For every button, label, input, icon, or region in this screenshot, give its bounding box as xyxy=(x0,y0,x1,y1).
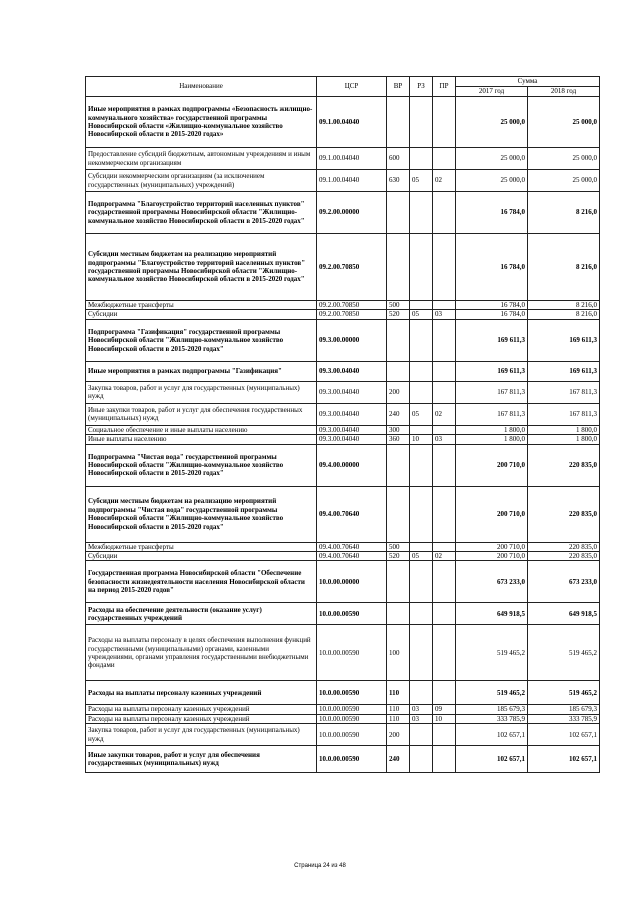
cell-name: Иные закупки товаров, работ и услуг для обеспечения государственных (муниципальных) нужд xyxy=(86,746,317,773)
header-csr: ЦСР xyxy=(317,77,387,97)
cell-csr: 09.3.00.04040 xyxy=(317,425,387,434)
cell-name: Подпрограмма "Газификация" государственной программы Новосибирской области "Жилищно-коммунальное хозяйство Новосибирской области в 2015-2020 годах" xyxy=(86,319,317,361)
cell-name: Субсидии xyxy=(86,552,317,561)
cell-name: Иные мероприятия в рамках подпрограммы «Безопасность жилищно-коммунального хозяйства» государственной программы Новосибирской области «Жилищно-коммунальное хозяйство Новосибирской области в 2015-2020 годах» xyxy=(86,97,317,148)
cell-sum-2017: 102 657,1 xyxy=(456,724,528,746)
cell-name: Субсидии местным бюджетам на реализацию мероприятий подпрограммы "Благоустройство территорий населенных пунктов" государственной программы Новосибирской области "Жилищно-коммунальное хозяйство Новосибирской области в 2015-2020 годах" xyxy=(86,234,317,301)
cell-rz xyxy=(410,381,433,403)
cell-pr: 02 xyxy=(433,170,456,192)
cell-sum-2018: 102 657,1 xyxy=(528,724,600,746)
cell-sum-2018: 169 611,3 xyxy=(528,361,600,381)
cell-rz xyxy=(410,625,433,681)
cell-rz: 10 xyxy=(410,435,433,444)
cell-name: Иные закупки товаров, работ и услуг для обеспечения государственных (муниципальных) нужд xyxy=(86,403,317,425)
cell-sum-2017: 519 465,2 xyxy=(456,681,528,705)
table-row xyxy=(86,435,600,444)
cell-pr xyxy=(433,301,456,310)
cell-name: Межбюджетные трансферты xyxy=(86,542,317,551)
table-row xyxy=(86,97,600,148)
cell-rz xyxy=(410,192,433,234)
cell-rz xyxy=(410,425,433,434)
cell-rz xyxy=(410,361,433,381)
cell-vr: 240 xyxy=(387,403,410,425)
cell-rz xyxy=(410,301,433,310)
cell-sum-2018: 169 611,3 xyxy=(528,319,600,361)
cell-pr xyxy=(433,625,456,681)
cell-vr: 110 xyxy=(387,681,410,705)
cell-sum-2018: 649 918,5 xyxy=(528,603,600,625)
cell-sum-2018: 220 835,0 xyxy=(528,552,600,561)
cell-rz xyxy=(410,724,433,746)
cell-csr: 09.3.00.04040 xyxy=(317,361,387,381)
cell-sum-2018: 8 216,0 xyxy=(528,234,600,301)
cell-sum-2017: 16 784,0 xyxy=(456,301,528,310)
cell-csr: 09.4.00.70640 xyxy=(317,552,387,561)
cell-pr: 10 xyxy=(433,714,456,723)
cell-sum-2017: 673 233,0 xyxy=(456,561,528,603)
cell-sum-2018: 167 811,3 xyxy=(528,381,600,403)
header-rz: РЗ xyxy=(410,77,433,97)
cell-rz xyxy=(410,234,433,301)
cell-sum-2018: 1 800,0 xyxy=(528,435,600,444)
cell-csr: 09.3.00.04040 xyxy=(317,381,387,403)
table-row xyxy=(86,705,600,714)
cell-sum-2017: 25 000,0 xyxy=(456,148,528,170)
cell-vr: 200 xyxy=(387,381,410,403)
cell-sum-2017: 25 000,0 xyxy=(456,97,528,148)
cell-rz: 03 xyxy=(410,714,433,723)
cell-csr: 10.0.00.00590 xyxy=(317,724,387,746)
cell-vr xyxy=(387,319,410,361)
table-row xyxy=(86,746,600,773)
table-row xyxy=(86,425,600,434)
cell-sum-2017: 169 611,3 xyxy=(456,319,528,361)
cell-pr xyxy=(433,97,456,148)
cell-name: Иные выплаты населению xyxy=(86,435,317,444)
cell-rz xyxy=(410,319,433,361)
cell-vr xyxy=(387,486,410,542)
cell-vr: 600 xyxy=(387,148,410,170)
cell-csr: 09.3.00.04040 xyxy=(317,435,387,444)
cell-pr xyxy=(433,361,456,381)
cell-vr: 360 xyxy=(387,435,410,444)
cell-sum-2017: 185 679,3 xyxy=(456,705,528,714)
cell-sum-2017: 200 710,0 xyxy=(456,444,528,486)
document-page xyxy=(85,76,599,773)
table-row xyxy=(86,403,600,425)
cell-sum-2017: 167 811,3 xyxy=(456,403,528,425)
cell-sum-2018: 220 835,0 xyxy=(528,444,600,486)
cell-pr xyxy=(433,746,456,773)
cell-pr xyxy=(433,234,456,301)
cell-sum-2017: 1 800,0 xyxy=(456,435,528,444)
header-name: Наименование xyxy=(86,77,317,97)
cell-sum-2018: 25 000,0 xyxy=(528,170,600,192)
table-row xyxy=(86,561,600,603)
cell-sum-2017: 16 784,0 xyxy=(456,234,528,301)
cell-sum-2018: 185 679,3 xyxy=(528,705,600,714)
cell-sum-2018: 25 000,0 xyxy=(528,148,600,170)
table-row xyxy=(86,486,600,542)
cell-csr: 09.3.00.04040 xyxy=(317,403,387,425)
cell-vr: 200 xyxy=(387,724,410,746)
table-row xyxy=(86,603,600,625)
cell-csr: 09.3.00.00000 xyxy=(317,319,387,361)
table-row xyxy=(86,310,600,319)
page-number: Страница 24 из 48 xyxy=(294,863,346,869)
cell-sum-2018: 519 465,2 xyxy=(528,625,600,681)
cell-vr: 500 xyxy=(387,542,410,551)
cell-sum-2017: 16 784,0 xyxy=(456,192,528,234)
cell-vr: 110 xyxy=(387,705,410,714)
cell-rz: 05 xyxy=(410,310,433,319)
cell-sum-2018: 8 216,0 xyxy=(528,310,600,319)
cell-vr: 520 xyxy=(387,552,410,561)
cell-vr xyxy=(387,444,410,486)
cell-name: Межбюджетные трансферты xyxy=(86,301,317,310)
cell-name: Социальное обеспечение и иные выплаты населению xyxy=(86,425,317,434)
table-header xyxy=(86,77,600,97)
cell-csr: 09.4.00.70640 xyxy=(317,542,387,551)
cell-name: Субсидии некоммерческим организациям (за исключением государственных (муниципальных) учреждений) xyxy=(86,170,317,192)
cell-sum-2017: 102 657,1 xyxy=(456,746,528,773)
budget-table xyxy=(85,76,600,773)
cell-rz xyxy=(410,486,433,542)
header-pr: ПР xyxy=(433,77,456,97)
cell-csr: 09.1.00.04040 xyxy=(317,170,387,192)
cell-name: Подпрограмма "Чистая вода" государственной программы Новосибирской области "Жилищно-коммунальное хозяйство Новосибирской области в 2015-2020 годах" xyxy=(86,444,317,486)
cell-sum-2017: 649 918,5 xyxy=(456,603,528,625)
cell-pr xyxy=(433,561,456,603)
cell-rz: 05 xyxy=(410,552,433,561)
cell-name: Субсидии местным бюджетам на реализацию мероприятий подпрограммы "Чистая вода" государственной программы Новосибирской области "Жилищно-коммунальное хозяйство Новосибирской области в 2015-2020 годах" xyxy=(86,486,317,542)
table-row xyxy=(86,552,600,561)
table-row xyxy=(86,361,600,381)
cell-vr xyxy=(387,234,410,301)
cell-pr: 09 xyxy=(433,705,456,714)
cell-pr xyxy=(433,192,456,234)
cell-vr: 240 xyxy=(387,746,410,773)
cell-sum-2018: 673 233,0 xyxy=(528,561,600,603)
cell-pr: 03 xyxy=(433,310,456,319)
table-row xyxy=(86,192,600,234)
header-year-2018: 2018 год xyxy=(528,87,600,97)
cell-sum-2018: 167 811,3 xyxy=(528,403,600,425)
cell-csr: 10.0.00.00590 xyxy=(317,705,387,714)
cell-csr: 10.0.00.00590 xyxy=(317,681,387,705)
table-body xyxy=(86,97,600,773)
cell-vr: 110 xyxy=(387,714,410,723)
table-row xyxy=(86,170,600,192)
header-vr: ВР xyxy=(387,77,410,97)
cell-sum-2017: 200 710,0 xyxy=(456,486,528,542)
cell-vr xyxy=(387,561,410,603)
cell-rz xyxy=(410,444,433,486)
cell-csr: 10.0.00.00590 xyxy=(317,603,387,625)
cell-csr: 09.4.00.70640 xyxy=(317,486,387,542)
cell-rz xyxy=(410,681,433,705)
cell-sum-2017: 16 784,0 xyxy=(456,310,528,319)
cell-name: Расходы на выплаты персоналу казенных учреждений xyxy=(86,714,317,723)
cell-rz xyxy=(410,603,433,625)
cell-sum-2018: 25 000,0 xyxy=(528,97,600,148)
cell-pr xyxy=(433,148,456,170)
cell-rz xyxy=(410,97,433,148)
cell-sum-2018: 220 835,0 xyxy=(528,486,600,542)
cell-sum-2017: 333 785,9 xyxy=(456,714,528,723)
cell-vr xyxy=(387,603,410,625)
cell-csr: 10.0.00.00000 xyxy=(317,561,387,603)
cell-csr: 09.4.00.00000 xyxy=(317,444,387,486)
cell-pr: 02 xyxy=(433,403,456,425)
cell-sum-2018: 519 465,2 xyxy=(528,681,600,705)
cell-sum-2018: 102 657,1 xyxy=(528,746,600,773)
cell-sum-2017: 519 465,2 xyxy=(456,625,528,681)
cell-sum-2017: 167 811,3 xyxy=(456,381,528,403)
cell-pr xyxy=(433,603,456,625)
cell-pr xyxy=(433,444,456,486)
cell-pr: 02 xyxy=(433,552,456,561)
cell-name: Расходы на выплаты персоналу казенных учреждений xyxy=(86,681,317,705)
cell-sum-2017: 200 710,0 xyxy=(456,542,528,551)
cell-sum-2018: 8 216,0 xyxy=(528,192,600,234)
cell-vr: 520 xyxy=(387,310,410,319)
cell-rz xyxy=(410,746,433,773)
cell-vr: 630 xyxy=(387,170,410,192)
cell-vr xyxy=(387,192,410,234)
cell-pr xyxy=(433,542,456,551)
table-row xyxy=(86,714,600,723)
table-row xyxy=(86,444,600,486)
cell-csr: 09.2.00.70850 xyxy=(317,310,387,319)
cell-sum-2017: 200 710,0 xyxy=(456,552,528,561)
cell-name: Субсидии xyxy=(86,310,317,319)
header-year-2017: 2017 год xyxy=(456,87,528,97)
cell-rz: 03 xyxy=(410,705,433,714)
cell-csr: 09.2.00.70850 xyxy=(317,301,387,310)
cell-rz: 05 xyxy=(410,403,433,425)
cell-sum-2017: 169 611,3 xyxy=(456,361,528,381)
cell-name: Расходы на выплаты персоналу казенных учреждений xyxy=(86,705,317,714)
cell-rz xyxy=(410,542,433,551)
table-row xyxy=(86,625,600,681)
cell-pr xyxy=(433,319,456,361)
cell-sum-2018: 333 785,9 xyxy=(528,714,600,723)
cell-sum-2018: 220 835,0 xyxy=(528,542,600,551)
cell-pr xyxy=(433,681,456,705)
table-row xyxy=(86,148,600,170)
cell-name: Расходы на обеспечение деятельности (оказание услуг) государственных учреждений xyxy=(86,603,317,625)
cell-pr xyxy=(433,724,456,746)
cell-vr xyxy=(387,97,410,148)
cell-name: Закупка товаров, работ и услуг для государственных (муниципальных) нужд xyxy=(86,724,317,746)
cell-sum-2017: 1 800,0 xyxy=(456,425,528,434)
cell-name: Закупка товаров, работ и услуг для государственных (муниципальных) нужд xyxy=(86,381,317,403)
cell-pr xyxy=(433,486,456,542)
cell-csr: 10.0.00.00590 xyxy=(317,714,387,723)
cell-vr: 100 xyxy=(387,625,410,681)
cell-sum-2018: 8 216,0 xyxy=(528,301,600,310)
cell-vr xyxy=(387,361,410,381)
cell-pr xyxy=(433,425,456,434)
cell-csr: 10.0.00.00590 xyxy=(317,625,387,681)
cell-csr: 09.2.00.00000 xyxy=(317,192,387,234)
cell-vr: 300 xyxy=(387,425,410,434)
cell-name: Государственная программа Новосибирской области "Обеспечение безопасности жизнедеятельности населения Новосибирской области на период 2015-2020 годов" xyxy=(86,561,317,603)
table-row xyxy=(86,542,600,551)
table-row xyxy=(86,319,600,361)
cell-csr: 10.0.00.00590 xyxy=(317,746,387,773)
cell-name: Иные мероприятия в рамках подпрограммы "Газификация" xyxy=(86,361,317,381)
cell-name: Расходы на выплаты персоналу в целях обеспечения выполнения функций государственными (муниципальными) органами, казенными учреждениями, органами управления государственными внебюджетными фондами xyxy=(86,625,317,681)
table-row xyxy=(86,381,600,403)
cell-sum-2018: 1 800,0 xyxy=(528,425,600,434)
cell-csr: 09.1.00.04040 xyxy=(317,148,387,170)
cell-pr: 03 xyxy=(433,435,456,444)
cell-vr: 500 xyxy=(387,301,410,310)
cell-rz: 05 xyxy=(410,170,433,192)
header-sum: Сумма xyxy=(456,77,600,87)
table-row xyxy=(86,234,600,301)
table-row xyxy=(86,724,600,746)
cell-rz xyxy=(410,561,433,603)
cell-sum-2017: 25 000,0 xyxy=(456,170,528,192)
cell-csr: 09.1.00.04040 xyxy=(317,97,387,148)
cell-name: Предоставление субсидий бюджетным, автономным учреждениям и иным некоммерческим организациям xyxy=(86,148,317,170)
table-row xyxy=(86,681,600,705)
cell-rz xyxy=(410,148,433,170)
table-row xyxy=(86,301,600,310)
cell-csr: 09.2.00.70850 xyxy=(317,234,387,301)
cell-name: Подпрограмма "Благоустройство территорий населенных пунктов" государственной программы Новосибирской области "Жилищно-коммунальное хозяйство Новосибирской области в 2015-2020 годах" xyxy=(86,192,317,234)
cell-pr xyxy=(433,381,456,403)
